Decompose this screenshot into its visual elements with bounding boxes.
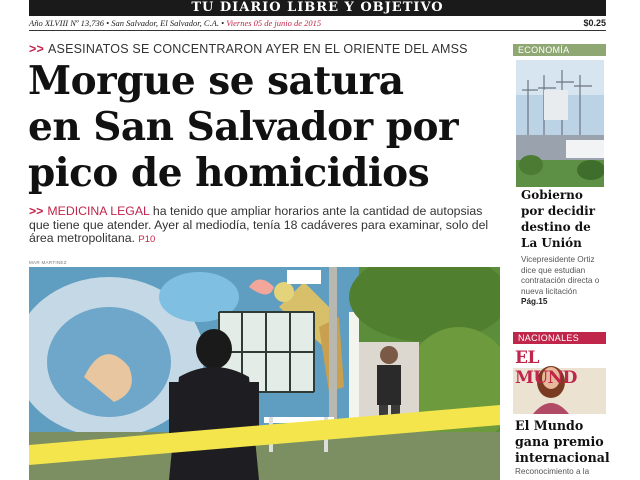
page-ref[interactable]: P10: [138, 234, 156, 245]
slogan: TU DIARIO LIBRE Y OBJETIVO: [191, 0, 444, 15]
port-cranes-illustration: [516, 60, 604, 187]
sidebar-summary-nacionales: Reconocimiento a la: [515, 467, 590, 476]
page-ref[interactable]: Pág.15: [521, 297, 548, 306]
dateline-rule: [29, 30, 606, 31]
dateline: Año XLVIII Nº 13,736 • San Salvador, El Salvador, C.A. • Viernes 05 de junio de 2015 $0.25: [29, 18, 606, 28]
award-photo[interactable]: [513, 346, 606, 414]
port-photo[interactable]: [516, 60, 604, 187]
double-chevron-right-icon: >>: [29, 42, 44, 56]
deck-text: ha tenido que ampliar horarios ante la cantidad de autopsias que tiene que atender. Ayer al mediodía, tenía 18 cadáveres para examinar, solo del área metropolitana.: [29, 204, 489, 245]
issue-date: Viernes 05 de junio de 2015: [226, 18, 322, 28]
place: San Salvador, El Salvador, C.A.: [111, 18, 219, 28]
issue-number: Año XLVIII Nº 13,736: [29, 18, 105, 28]
section-label-nacionales[interactable]: NACIONALES: [513, 332, 606, 344]
lead-deck: [29, 205, 501, 247]
kicker: [29, 42, 468, 56]
lead-headline[interactable]: [28, 58, 508, 196]
masthead-bar: [29, 0, 606, 16]
headline-line: en San Salvador por: [28, 104, 459, 150]
headline-line: Morgue se satura: [28, 58, 404, 104]
crime-scene-illustration: [29, 267, 500, 480]
summary-text: Vicepresidente Ortiz dice que estudian contratación directa o nueva licitación: [521, 255, 600, 296]
deck-highlight: MEDICINA LEGAL: [47, 204, 150, 218]
newspaper-logo-text: EL MUND: [515, 348, 577, 388]
double-chevron-right-icon: >>: [29, 204, 44, 218]
kicker-text: ASESINATOS SE CONCENTRARON AYER EN EL ORIENTE DEL AMSS: [48, 42, 468, 56]
sidebar-headline-nacionales[interactable]: El Mundo gana premio internacional: [515, 418, 610, 465]
sidebar-summary-economia: [521, 255, 601, 308]
headline-line: pico de homicidios: [28, 150, 430, 196]
price: $0.25: [583, 18, 606, 28]
section-label-economia[interactable]: ECONOMÍA: [513, 44, 606, 56]
sidebar-headline-economia[interactable]: Gobierno por decidir destino de La Unión: [521, 188, 596, 250]
lead-photo[interactable]: [29, 267, 500, 480]
photo-credit: MAR MARTINEZ: [29, 260, 67, 265]
